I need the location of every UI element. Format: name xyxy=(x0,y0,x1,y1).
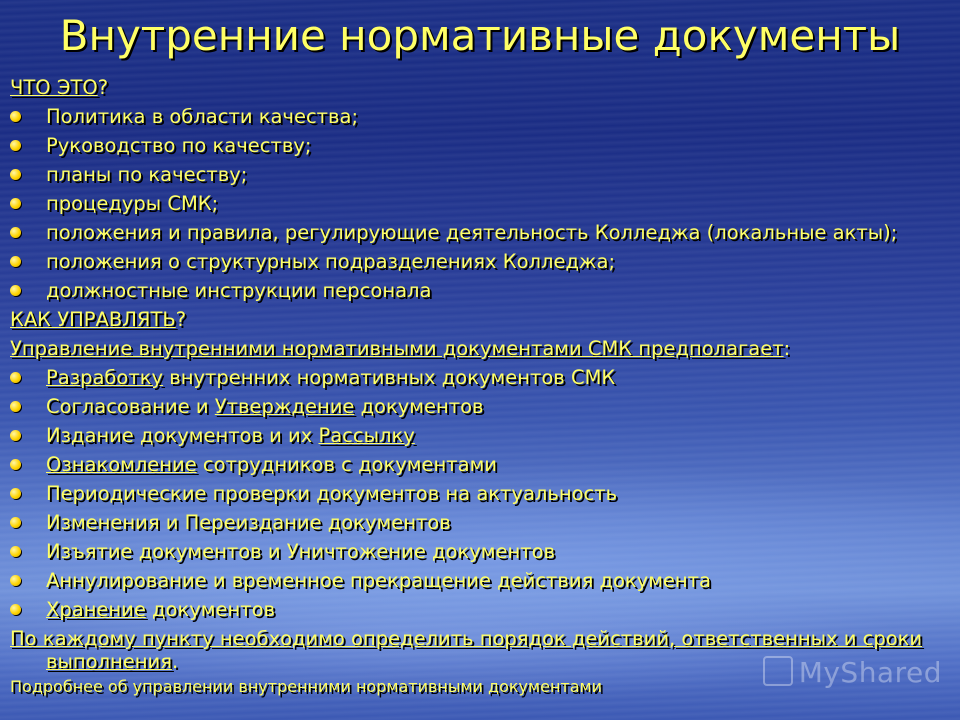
bullet-icon xyxy=(10,169,21,180)
list-item xyxy=(10,482,930,505)
list-item xyxy=(10,424,930,447)
how-heading xyxy=(10,308,930,331)
list-item xyxy=(10,105,930,128)
item-text: Согласование и xyxy=(46,395,215,418)
bullet-icon xyxy=(10,401,21,412)
list-item xyxy=(10,540,930,563)
slide-title: Внутренние нормативные документы xyxy=(59,11,901,60)
list-item xyxy=(10,598,930,621)
watermark xyxy=(763,656,942,689)
bullet-icon xyxy=(10,488,21,499)
item-text: сотрудников с документами xyxy=(196,453,497,476)
bullet-icon xyxy=(10,198,21,209)
management-intro xyxy=(10,337,930,360)
bullet-icon xyxy=(10,256,21,267)
bullet-icon xyxy=(10,517,21,528)
item-text: Аннулирование и временное прекращение действия документа xyxy=(46,569,711,592)
what-heading-mark: ? xyxy=(97,76,109,99)
list-item xyxy=(10,250,930,273)
list-item xyxy=(10,511,930,534)
item-link-approval[interactable]: Утверждение xyxy=(214,395,355,418)
list-item-text: процедуры СМК; xyxy=(46,192,219,215)
slide-content xyxy=(10,76,930,697)
item-text: документов xyxy=(354,395,484,418)
list-item-text: планы по качеству; xyxy=(46,163,248,186)
item-text: Периодические проверки документов на актуальность xyxy=(46,482,618,505)
list-item-text: положения и правила, регулирующие деятельность Колледжа (локальные акты); xyxy=(46,221,898,244)
list-item xyxy=(10,366,930,389)
list-item xyxy=(10,221,930,244)
management-intro-link[interactable]: Управление внутренними нормативными документами СМК предполагает xyxy=(10,337,784,360)
item-link-development[interactable]: Разработку xyxy=(46,366,164,389)
list-item xyxy=(10,192,930,215)
list-item-text: Политика в области качества; xyxy=(46,105,359,128)
bullet-icon xyxy=(10,285,21,296)
how-heading-mark: ? xyxy=(175,308,187,331)
bullet-icon xyxy=(10,111,21,122)
watermark-logo-icon xyxy=(763,656,793,686)
bullet-icon xyxy=(10,372,21,383)
more-link[interactable]: Подробнее об управлении внутренними нормативными документами xyxy=(10,677,602,696)
bullet-icon xyxy=(10,140,21,151)
list-item xyxy=(10,453,930,476)
bullet-icon xyxy=(10,430,21,441)
item-text: внутренних нормативных документов СМК xyxy=(163,366,616,389)
item-link-storage[interactable]: Хранение xyxy=(46,598,146,621)
footer-note-period: . xyxy=(171,650,179,673)
list-item-text: Руководство по качеству; xyxy=(46,134,312,157)
how-heading-link[interactable]: КАК УПРАВЛЯТЬ xyxy=(10,308,176,331)
footer-note-link[interactable]: По каждому пункту необходимо определить порядок действий, ответственных и сроки выполнения xyxy=(10,627,923,673)
item-link-distribution[interactable]: Рассылку xyxy=(318,424,415,447)
list-item xyxy=(10,395,930,418)
bullet-icon xyxy=(10,604,21,615)
bullet-icon xyxy=(10,459,21,470)
list-item-text: положения о структурных подразделениях Колледжа; xyxy=(46,250,616,273)
what-heading-link[interactable]: ЧТО ЭТО xyxy=(10,76,98,99)
list-item xyxy=(10,279,930,302)
list-item xyxy=(10,134,930,157)
list-item xyxy=(10,569,930,592)
management-intro-colon: : xyxy=(783,337,791,360)
bullet-icon xyxy=(10,575,21,586)
watermark-text: MyShared xyxy=(798,656,942,689)
item-text: Изъятие документов и Уничтожение документов xyxy=(46,540,555,563)
what-heading xyxy=(10,76,930,99)
list-item xyxy=(10,163,930,186)
item-text: Издание документов и их xyxy=(46,424,319,447)
bullet-icon xyxy=(10,227,21,238)
bullet-icon xyxy=(10,546,21,557)
list-item-text: должностные инструкции персонала xyxy=(46,279,432,302)
item-link-familiarization[interactable]: Ознакомление xyxy=(46,453,197,476)
item-text: документов xyxy=(145,598,276,621)
item-text: Изменения и Переиздание документов xyxy=(46,511,451,534)
